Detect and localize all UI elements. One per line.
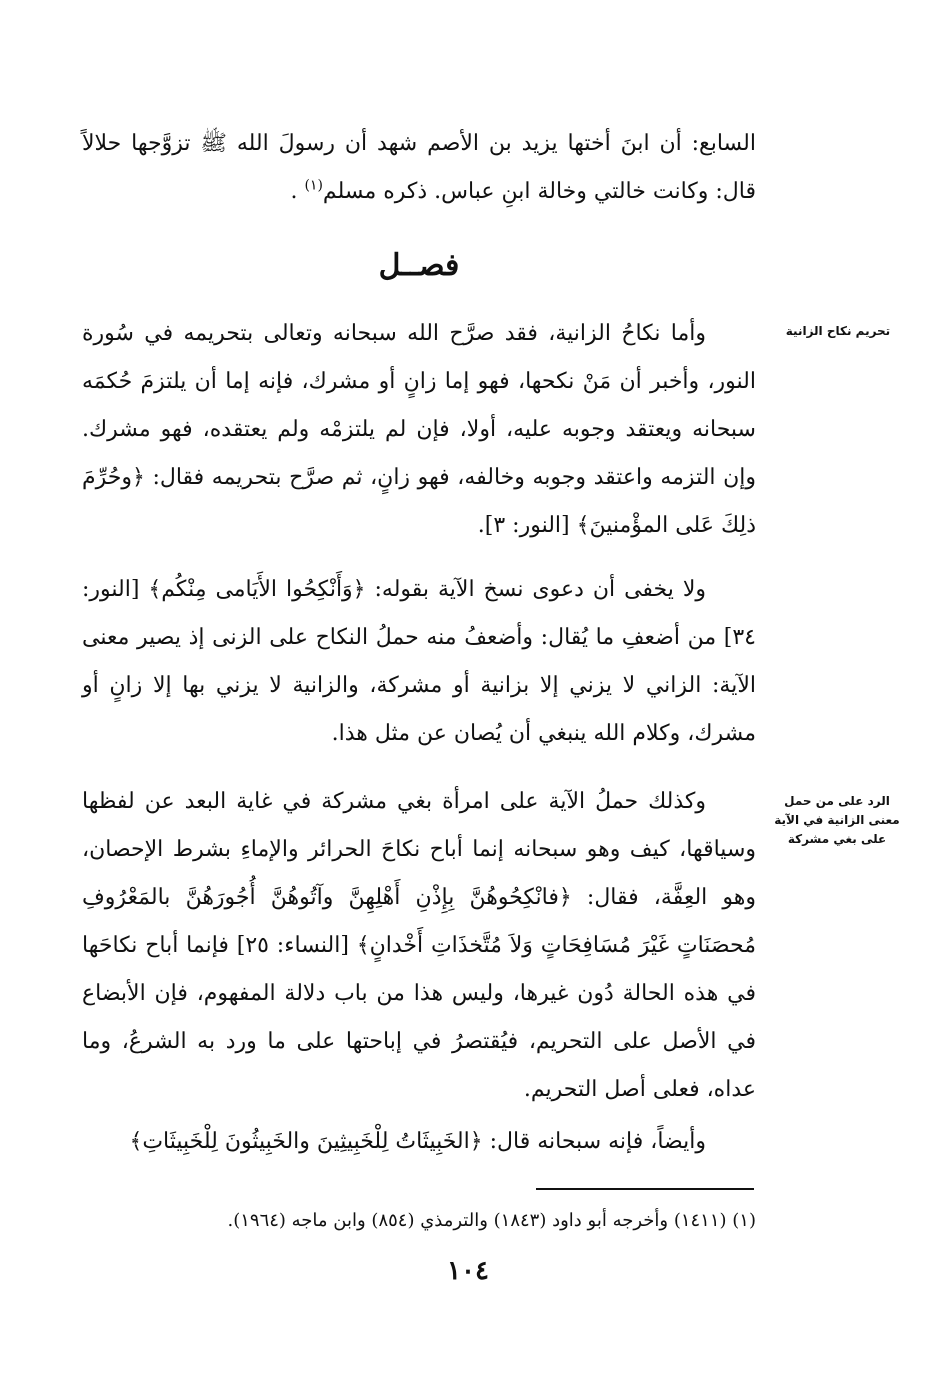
- margin-note-2: الرد على من حمل معنى الزانية في الآية على بغي مشركة: [774, 794, 900, 846]
- footnote-reference: (١): [304, 177, 323, 194]
- paragraph-2: [82, 310, 756, 550]
- paragraph-2-text: وأما نكاحُ الزانية، فقد صرَّح الله سبحانه وتعالى بتحريمه في سُورة النور، وأخبر أن مَنْ نكحها، فهو إما زانٍ أو مشرك، فإنه إما أن يلتزمَ حُكمَه سبحانه ويعتقد وجوبه عليه، أولا، فإن لم يلتزمْه ولم يعتقده، فهو مشرك. وإن التزمه واعتقد وجوبه وخالفه، فهو زانٍ، ثم صرَّح بتحريمه فقال: ﴿وحُرِّمَ ذلِكَ عَلى المؤْمنينَ﴾ [النور: ٣].: [82, 321, 756, 538]
- paragraph-1-end: .: [290, 179, 298, 204]
- footnote-divider: [536, 1188, 754, 1190]
- section-heading: فصــل: [378, 248, 460, 283]
- paragraph-4: [82, 778, 756, 1114]
- paragraph-5: [82, 1118, 756, 1166]
- paragraph-1: [82, 120, 756, 216]
- margin-note-1: تحريم نكاح الزانية: [785, 324, 891, 338]
- paragraph-3-text: ولا يخفى أن دعوى نسخ الآية بقوله: ﴿وَأَنْكِحُوا الأَيَامى مِنْكُم﴾ [النور: ٣٤] من أضعفِ ما يُقال: وأضعفُ منه حملُ النكاح على الزنى إذ يصير معنى الآية: الزاني لا يزني إلا بزانية أو مشركة، والزانية لا يزني بها إلا زانٍ أو مشرك، وكلام الله ينبغي أن يُصان عن مثل هذا.: [82, 577, 756, 746]
- paragraph-4-text: وكذلك حملُ الآية على امرأة بغي مشركة في غاية البعد عن لفظها وسياقها، كيف وهو سبحانه إنما أباح نكاحَ الحرائر والإماءِ بشرط الإحصان، وهو العِفَّة، فقال: ﴿فانْكِحُوهُنَّ بِإِذْنِ أَهْلِهِنَّ وآتُوهُنَّ أُجُورَهُنَّ بالمَعْرُوفِ مُحصَنَاتٍ غَيْرَ مُسَافِحَاتٍ وَلاَ مُتَّخذَاتِ أَخْدانٍ﴾ [النساء: ٢٥] فإنما أباح نكاحَها في هذه الحالة دُون غيرها، وليس هذا من باب دلالة المفهوم، فإن الأبضاع في الأصل على التحريم، فيُقتصرُ في إباحتها على ما ورد به الشرعُ، وما عداه، فعلى أصل التحريم.: [82, 789, 756, 1102]
- footnote: (١) (١٤١١) وأخرجه أبو داود (١٨٤٣) والترمذي (٨٥٤) وابن ماجه (١٩٦٤).: [227, 1210, 756, 1231]
- page-number: ١٠٤: [447, 1256, 489, 1286]
- paragraph-3: [82, 566, 756, 758]
- paragraph-5-text: وأيضاً، فإنه سبحانه قال: ﴿الخَبِيثَاتُ لِلْخَبِيثِينَ والخَبِيثُونَ لِلْخَبِيثَاتِ﴾: [129, 1129, 706, 1154]
- paragraph-1-text: السابع: أن ابنَ أختها يزيد بن الأصم شهد أن رسولَ الله ﷺ تزوَّجها حلالاً قال: وكانت خالتي وخالة ابنِ عباس. ذكره مسلم: [82, 131, 756, 204]
